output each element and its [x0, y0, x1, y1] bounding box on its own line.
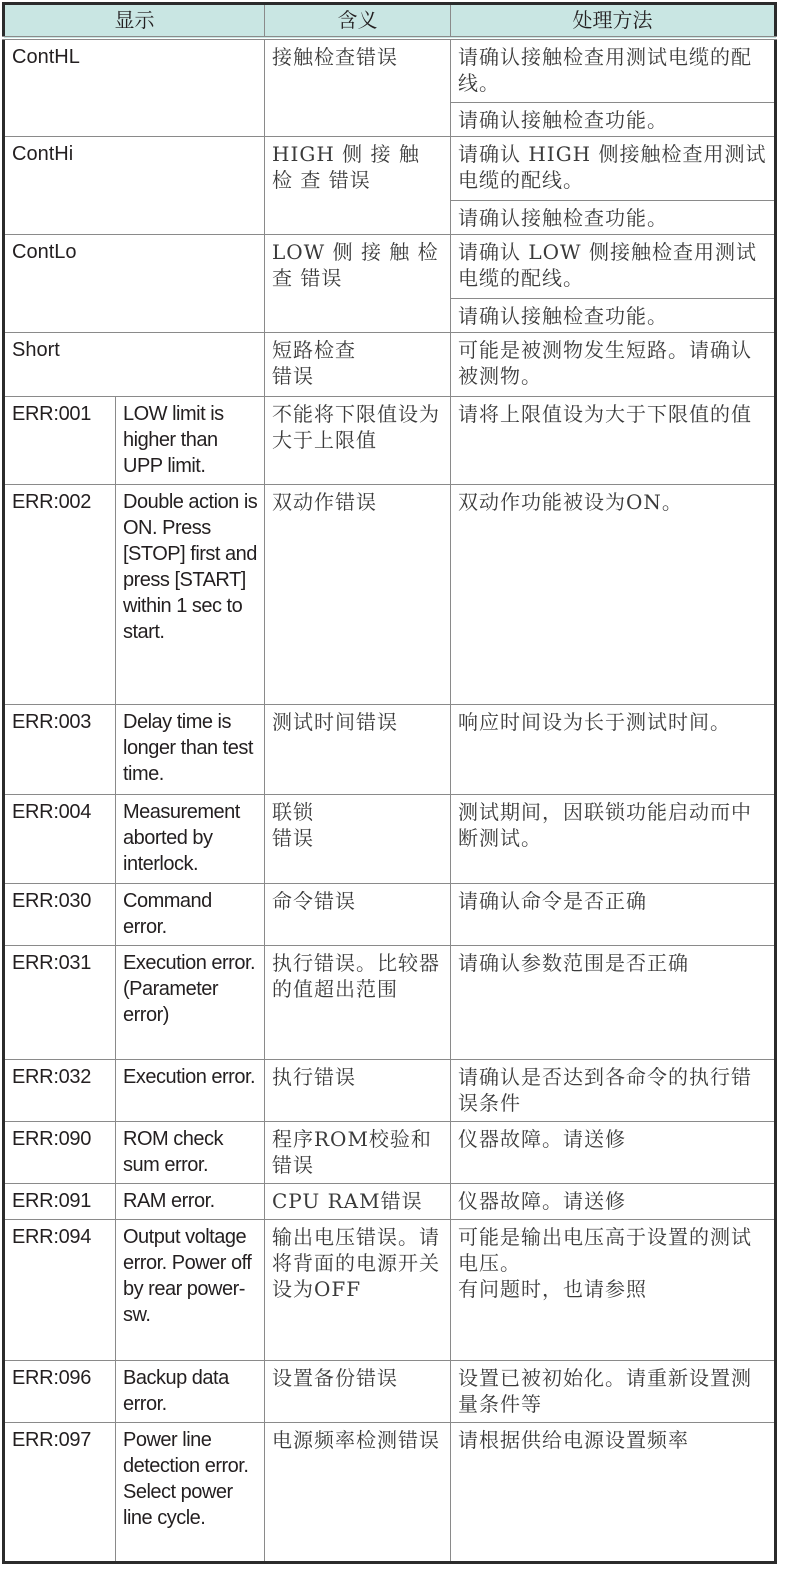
display-cell: Short: [4, 332, 265, 396]
error-table-container: [2, 2, 774, 1564]
table-row: [4, 945, 776, 1059]
remedy-cell: 请确认是否达到各命令的执行错误条件: [451, 1059, 776, 1121]
remedy-cell: 可能是被测物发生短路。请确认被测物。: [451, 332, 776, 396]
error-message-cell: LOW limit is higher than UPP limit.: [116, 396, 265, 484]
error-code-cell: ERR:032: [4, 1059, 116, 1121]
remedy-cell: 请确认参数范围是否正确: [451, 945, 776, 1059]
remedy-cell: 仪器故障。请送修: [451, 1183, 776, 1219]
error-code-cell: ERR:030: [4, 883, 116, 945]
error-code-cell: ERR:002: [4, 484, 116, 704]
remedy-cell: 请根据供给电源设置频率: [451, 1422, 776, 1562]
remedy-cell: 请确认 HIGH 侧接触检查用测试电缆的配线。: [451, 136, 776, 200]
header-display: 显示: [4, 4, 265, 39]
error-message-cell: ROM check sum error.: [116, 1121, 265, 1183]
remedy-cell: 仪器故障。请送修: [451, 1121, 776, 1183]
error-code-cell: ERR:096: [4, 1360, 116, 1422]
error-code-cell: ERR:090: [4, 1121, 116, 1183]
error-message-cell: Measurement aborted by interlock.: [116, 794, 265, 883]
meaning-cell: 测试时间错误: [265, 704, 451, 794]
remedy-cell: 请确认接触检查功能。: [451, 298, 776, 332]
table-row: [4, 38, 776, 102]
display-cell: ContHL: [4, 38, 265, 136]
meaning-line: 错误: [272, 363, 314, 388]
error-message-cell: Command error.: [116, 883, 265, 945]
remedy-line: 有问题时，也请参照: [458, 1276, 647, 1301]
error-code-cell: ERR:097: [4, 1422, 116, 1562]
meaning-cell: LOW 侧 接 触 检 查 错误: [265, 234, 451, 332]
remedy-cell: 请确认命令是否正确: [451, 883, 776, 945]
meaning-cell: 执行错误: [265, 1059, 451, 1121]
table-row: [4, 794, 776, 883]
meaning-line: 错误: [272, 825, 314, 850]
remedy-cell: 双动作功能被设为ON。: [451, 484, 776, 704]
remedy-line: 可能是输出电压高于设置的测试电压。: [458, 1224, 752, 1275]
error-code-cell: ERR:094: [4, 1219, 116, 1360]
error-message-cell: RAM error.: [116, 1183, 265, 1219]
remedy-cell: 请确认 LOW 侧接触检查用测试电缆的配线。: [451, 234, 776, 298]
table-row: [4, 1059, 776, 1121]
remedy-cell: [451, 1219, 776, 1360]
table-row: [4, 1121, 776, 1183]
error-code-cell: ERR:091: [4, 1183, 116, 1219]
meaning-cell: [265, 794, 451, 883]
table-row: [4, 1219, 776, 1360]
error-code-cell: ERR:001: [4, 396, 116, 484]
table-row: [4, 332, 776, 396]
table-row: [4, 704, 776, 794]
error-message-cell: Execution error.: [116, 1059, 265, 1121]
error-code-cell: ERR:004: [4, 794, 116, 883]
table-row: [4, 1360, 776, 1422]
meaning-cell: 程序ROM校验和错误: [265, 1121, 451, 1183]
error-message-cell: Backup data error.: [116, 1360, 265, 1422]
meaning-cell: 设置备份错误: [265, 1360, 451, 1422]
table-header-row: [4, 4, 776, 39]
remedy-cell: 请确认接触检查用测试电缆的配线。: [451, 38, 776, 102]
error-code-cell: ERR:031: [4, 945, 116, 1059]
table-row: [4, 883, 776, 945]
meaning-cell: 接触检查错误: [265, 38, 451, 136]
display-cell: ContHi: [4, 136, 265, 234]
meaning-cell: CPU RAM错误: [265, 1183, 451, 1219]
meaning-line: 短路检查: [272, 337, 356, 362]
error-message-cell: Power line detection error. Select power line cycle.: [116, 1422, 265, 1562]
meaning-cell: 双动作错误: [265, 484, 451, 704]
remedy-cell: 请确认接触检查功能。: [451, 200, 776, 234]
meaning-cell: [265, 332, 451, 396]
meaning-cell: 不能将下限值设为大于上限值: [265, 396, 451, 484]
error-message-cell: Double action is ON. Press [STOP] first and press [START] within 1 sec to start.: [116, 484, 265, 704]
display-cell: ContLo: [4, 234, 265, 332]
meaning-line: 联锁: [272, 799, 314, 824]
meaning-cell: 输出电压错误。请将背面的电源开关设为OFF: [265, 1219, 451, 1360]
error-message-cell: Execution error. (Parameter error): [116, 945, 265, 1059]
remedy-cell: 测试期间，因联锁功能启动而中断测试。: [451, 794, 776, 883]
meaning-cell: 命令错误: [265, 883, 451, 945]
table-row: [4, 1183, 776, 1219]
table-row: [4, 1422, 776, 1562]
meaning-cell: HIGH 侧 接 触 检 查 错误: [265, 136, 451, 234]
meaning-cell: 执行错误。比较器的值超出范围: [265, 945, 451, 1059]
remedy-cell: 响应时间设为长于测试时间。: [451, 704, 776, 794]
remedy-cell: 请确认接触检查功能。: [451, 102, 776, 136]
error-message-cell: Delay time is longer than test time.: [116, 704, 265, 794]
table-row: [4, 234, 776, 298]
table-row: [4, 136, 776, 200]
meaning-cell: 电源频率检测错误: [265, 1422, 451, 1562]
header-meaning: 含义: [265, 4, 451, 39]
table-row: [4, 396, 776, 484]
error-message-cell: Output voltage error. Power off by rear power-sw.: [116, 1219, 265, 1360]
header-remedy: 处理方法: [451, 4, 776, 39]
table-row: [4, 484, 776, 704]
error-message-table: [2, 2, 777, 1564]
remedy-cell: 设置已被初始化。请重新设置测量条件等: [451, 1360, 776, 1422]
remedy-cell: 请将上限值设为大于下限值的值: [451, 396, 776, 484]
error-code-cell: ERR:003: [4, 704, 116, 794]
